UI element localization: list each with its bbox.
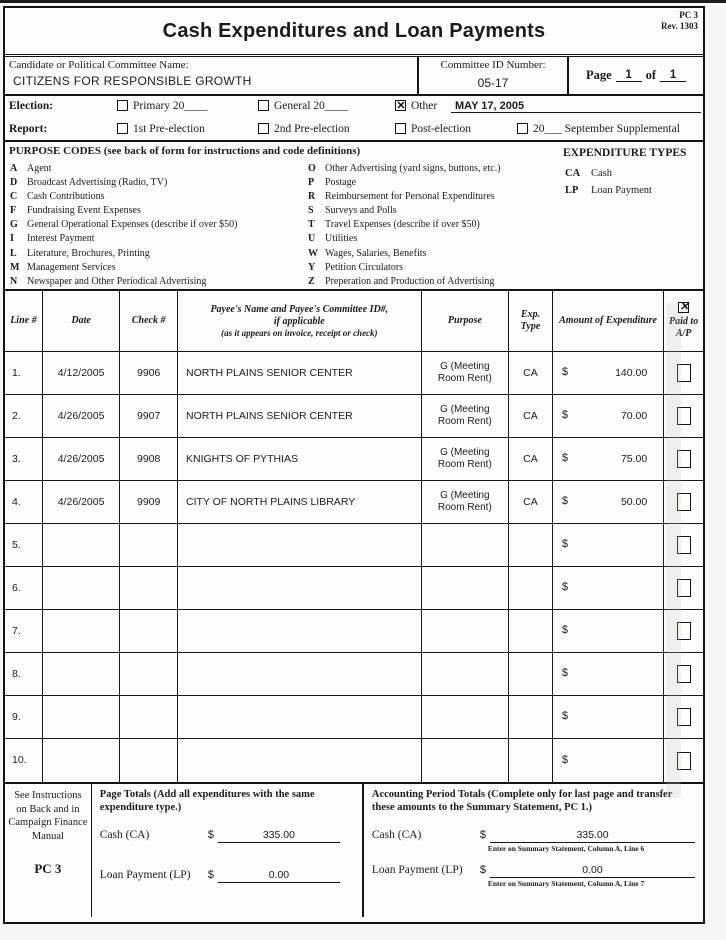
purpose-cell[interactable] [422,524,510,566]
table-row [5,610,703,653]
payee-cell[interactable] [178,696,422,738]
report-option-september [517,123,680,135]
dollar-sign: $ [561,495,568,508]
header-date: Date [43,291,121,351]
instructions-box [5,784,92,917]
committee-name-box [5,57,419,94]
purpose-codes-section [5,142,703,291]
form-code: PC 3 [679,10,698,20]
form-code-revision [661,10,698,32]
paid-checkbox[interactable] [677,493,691,511]
paid-to-ap-cell [664,395,703,437]
paid-to-ap-cell [664,481,703,523]
purpose-codes-heading: PURPOSE CODES (see back of form for instructions and code definitions) [9,145,361,157]
post-election-checkbox[interactable] [395,123,406,134]
paid-checkbox[interactable] [677,536,691,554]
amount-cell[interactable] [553,610,664,652]
date-cell[interactable]: 4/26/2005 [43,395,121,437]
dollar-sign: $ [479,829,486,842]
check-number-cell[interactable] [120,610,178,652]
line-number: 5. [5,524,43,566]
totals-section [5,784,703,917]
table-row [5,524,703,567]
purpose-code-item: G General Operational Expenses (describe if over $50) [10,219,238,231]
expenditures-table [5,291,703,784]
form-revision: Rev. 1303 [661,20,698,31]
amount-cell[interactable] [553,438,664,480]
purpose-code-item: L Literature, Brochures, Printing [10,247,150,259]
election-option-other [395,100,437,112]
paid-checkbox[interactable] [677,665,691,683]
paid-checkbox[interactable] [677,752,691,770]
page-title: Cash Expenditures and Loan Payments [162,20,546,42]
line-number: 9. [5,696,43,738]
committee-id-box [419,57,569,94]
page-totals-cash-row [100,825,354,843]
dollar-sign: $ [207,829,214,842]
line-number: 4. [5,481,43,523]
form-code-bottom: PC 3 [34,860,62,876]
amount-cell[interactable] [553,739,664,782]
election-label: Election: [9,100,54,112]
date-cell[interactable] [43,696,121,738]
election-row [5,96,703,119]
purpose-cell[interactable]: G (Meeting Room Rent) [422,481,510,523]
purpose-code-item: I Interest Payment [10,233,95,245]
dollar-sign: $ [561,624,568,637]
september-supplemental-checkbox[interactable] [517,123,528,134]
paid-to-ap-cell [664,739,703,782]
exp-type-cell[interactable] [509,739,553,782]
form-header [5,8,703,54]
line-number: 1. [5,352,43,394]
purpose-code-item: C Cash Contributions [10,191,105,203]
primary-label: Primary 20____ [133,100,208,112]
dollar-sign: $ [561,538,568,551]
purpose-code-item: W Wages, Salaries, Benefits [308,247,427,259]
header-paid-to-ap: ✕ Paid to A/P [664,291,703,351]
check-number-cell[interactable]: 9909 [120,481,178,523]
checked-box-icon [678,302,689,313]
exp-type-cell[interactable] [509,653,553,695]
accounting-totals-heading: Accounting Period Totals (Complete only for last page and transfer these amounts to the Summary Statement, PC 1.) [371,789,673,814]
page-number-box [569,57,703,94]
dollar-sign: $ [561,710,568,723]
table-row [5,438,703,481]
amount-value: 140.00 [615,366,648,379]
amount-cell[interactable] [553,395,664,437]
purpose-code-item: D Broadcast Advertising (Radio, TV) [10,177,168,189]
header-amount: Amount of Expenditure [553,291,664,351]
total-pages-value[interactable]: 1 [660,69,686,82]
page-cash-total-value[interactable]: 335.00 [218,829,340,843]
expenditure-types-list [565,168,652,202]
report-row [5,119,703,142]
other-election-value[interactable]: MAY 17, 2005 [451,98,701,113]
paid-checkbox[interactable] [677,450,691,468]
other-checkbox[interactable] [395,100,406,111]
check-number-cell[interactable]: 9907 [120,395,178,437]
committee-name-label: Candidate or Political Committee Name: [9,59,189,71]
table-row [5,395,703,438]
committee-name-value[interactable]: CITIZENS FOR RESPONSIBLE GROWTH [13,74,252,88]
purpose-code-item: N Newspaper and Other Periodical Advertising [10,275,207,287]
table-header-row [5,291,703,352]
header-check-number: Check # [120,291,178,351]
purpose-code-item: S Surveys and Polls [308,205,397,217]
paid-checkbox[interactable] [677,579,691,597]
amount-cell[interactable] [553,696,664,738]
purpose-cell[interactable] [422,610,510,652]
paid-to-ap-cell [664,438,703,480]
general-checkbox[interactable] [258,100,269,111]
amount-cell[interactable] [553,524,664,566]
accounting-cash-row [372,825,695,843]
exp-type-cell[interactable] [509,610,553,652]
post-election-label: Post-election [411,123,472,135]
exp-type-cell[interactable] [509,524,553,566]
exp-type-cell[interactable]: CA [509,438,553,480]
page-totals-box [92,784,364,917]
cash-label: Cash (CA) [99,829,150,842]
purpose-cell[interactable]: G (Meeting Room Rent) [422,395,510,437]
second-pre-election-label: 2nd Pre-election [274,123,350,135]
first-pre-election-label: 1st Pre-election [133,123,205,135]
payee-cell[interactable]: NORTH PLAINS SENIOR CENTER [178,395,422,437]
loan-payment-label: Loan Payment (LP) [99,869,191,882]
paid-checkbox[interactable] [677,407,691,425]
expenditure-type-item: CA Cash [565,168,612,179]
date-cell[interactable]: 4/26/2005 [43,438,121,480]
page-totals-heading: Page Totals (Add all expenditures with the same expenditure type.) [99,789,315,814]
loan-summary-note: Enter on Summary Statement, Column A, Line 7 [487,879,645,889]
dollar-sign: $ [479,864,486,877]
header-line-number: Line # [5,291,43,351]
amount-value: 70.00 [620,409,648,422]
expenditure-type-item: LP Loan Payment [565,185,652,196]
table-row [5,653,703,696]
payee-cell[interactable]: NORTH PLAINS SENIOR CENTER [178,352,422,394]
line-number: 7. [5,610,43,652]
exp-type-cell[interactable] [509,567,553,609]
purpose-code-item: M Management Services [10,261,116,273]
table-row [5,739,703,782]
exp-type-cell[interactable]: CA [509,481,553,523]
amount-cell[interactable] [553,653,664,695]
paid-to-ap-cell [664,567,703,609]
purpose-code-item: R Reimbursement for Personal Expenditures [308,191,495,203]
amount-value: 75.00 [620,452,648,465]
payee-cell[interactable] [178,739,422,782]
cash-summary-note: Enter on Summary Statement, Column A, Line 6 [487,844,645,854]
line-number: 8. [5,653,43,695]
line-number: 2. [5,395,43,437]
purpose-codes-left-column [10,163,302,290]
september-supplemental-label: 20___ September Supplemental [533,123,680,135]
purpose-code-item: U Utilities [308,233,358,245]
date-cell[interactable] [43,739,121,782]
page-totals-loan-row [100,865,354,883]
line-number: 3. [5,438,43,480]
header-purpose: Purpose [422,291,510,351]
paid-to-ap-cell [664,524,703,566]
primary-checkbox[interactable] [117,100,128,111]
dollar-sign: $ [561,366,568,379]
election-report-section [5,96,703,142]
purpose-cell[interactable]: G (Meeting Room Rent) [422,438,510,480]
payee-cell[interactable] [178,524,422,566]
header-exp-type: Exp. Type [509,291,553,351]
cash-label: Cash (CA) [371,829,422,842]
purpose-cell[interactable] [422,653,510,695]
header-payee: Payee's Name and Payee's Committee ID#, if applicable (as it appears on invoice, receipt or check) [178,291,422,351]
date-cell[interactable] [43,567,121,609]
paid-checkbox[interactable] [677,364,691,382]
dollar-sign: $ [561,452,568,465]
line-number: 6. [5,567,43,609]
accounting-loan-total-value[interactable]: 0.00 [490,864,695,878]
check-number-cell[interactable]: 9906 [120,352,178,394]
table-row [5,696,703,739]
accounting-period-totals-box [364,784,703,917]
exp-type-cell[interactable]: CA [509,352,553,394]
purpose-cell[interactable] [422,696,510,738]
election-option-general [258,100,348,112]
pc3-form-page [3,6,705,924]
dollar-sign: $ [561,753,568,766]
check-number-cell[interactable] [120,739,178,782]
purpose-code-item: Y Petition Circulators [308,261,404,273]
date-cell[interactable]: 4/26/2005 [43,481,121,523]
purpose-codes-right-column [308,163,564,290]
line-number: 10. [5,739,43,782]
dollar-sign: $ [561,667,568,680]
check-number-cell[interactable] [120,653,178,695]
committee-info-row [5,54,703,96]
purpose-code-item: T Travel Expenses (describe if over $50) [308,219,480,231]
table-row [5,567,703,610]
instructions-note: See Instructions on Back and in Campaign Finance Manual [8,790,88,842]
other-label: Other [411,100,438,112]
first-pre-election-checkbox[interactable] [117,123,128,134]
check-number-cell[interactable] [120,696,178,738]
expenditure-types-heading: EXPENDITURE TYPES [563,147,687,159]
purpose-cell[interactable]: G (Meeting Room Rent) [422,352,510,394]
paid-to-ap-cell [664,352,703,394]
election-option-primary [117,100,207,112]
amount-cell[interactable] [553,481,664,523]
second-pre-election-checkbox[interactable] [258,123,269,134]
general-label: General 20____ [274,100,348,112]
purpose-code-item: O Other Advertising (yard signs, buttons, etc.) [308,163,501,174]
accounting-cash-total-value[interactable]: 335.00 [490,829,695,843]
amount-value: 50.00 [620,495,648,508]
page-loan-total-value[interactable]: 0.00 [218,869,340,883]
date-cell[interactable] [43,653,121,695]
paid-to-ap-cell [664,610,703,652]
check-number-cell[interactable] [120,524,178,566]
amount-cell[interactable] [553,352,664,394]
dollar-sign: $ [561,581,568,594]
of-label: of [645,68,657,82]
table-row [5,352,703,395]
purpose-code-item: Z Preperation and Production of Advertising [308,275,495,287]
paid-to-ap-cell [664,696,703,738]
date-cell[interactable] [43,524,121,566]
payee-cell[interactable]: KNIGHTS OF PYTHIAS [178,438,422,480]
committee-id-value[interactable]: 05-17 [477,76,509,90]
paid-checkbox[interactable] [677,708,691,726]
loan-payment-label: Loan Payment (LP) [371,864,463,877]
purpose-cell[interactable] [422,567,510,609]
exp-type-cell[interactable]: CA [509,395,553,437]
accounting-loan-row [372,860,695,878]
paid-checkbox[interactable] [677,622,691,640]
report-option-1st-pre [117,123,205,135]
purpose-cell[interactable] [422,739,510,782]
page-number-value[interactable]: 1 [616,69,642,82]
payee-cell[interactable] [178,610,422,652]
scan-edge-line [0,0,726,3]
report-option-2nd-pre [258,123,350,135]
report-label: Report: [9,123,48,135]
dollar-sign: $ [561,409,568,422]
page-label: Page [585,68,612,82]
table-row [5,481,703,524]
date-cell[interactable]: 4/12/2005 [43,352,121,394]
amount-cell[interactable] [553,567,664,609]
check-number-cell[interactable]: 9908 [120,438,178,480]
paid-to-ap-cell [664,653,703,695]
report-option-post [395,123,471,135]
payee-cell[interactable] [178,653,422,695]
date-cell[interactable] [43,610,121,652]
check-number-cell[interactable] [120,567,178,609]
payee-cell[interactable] [178,567,422,609]
purpose-code-item: A Agent [10,163,52,174]
purpose-code-item: P Postage [308,177,357,189]
committee-id-label: Committee ID Number: [440,59,546,71]
exp-type-cell[interactable] [509,696,553,738]
dollar-sign: $ [207,869,214,882]
payee-cell[interactable]: CITY OF NORTH PLAINS LIBRARY [178,481,422,523]
purpose-code-item: F Fundraising Event Expenses [10,205,141,217]
